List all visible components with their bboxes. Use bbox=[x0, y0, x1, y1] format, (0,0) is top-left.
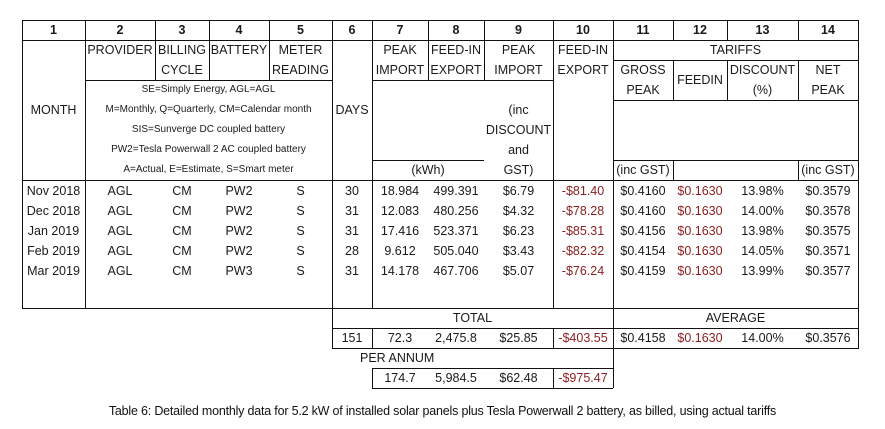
peak-import-kwh-header bbox=[372, 40, 428, 80]
cell-feedin-cost: -$78.28 bbox=[561, 203, 605, 218]
cell-month: Jan 2019 bbox=[27, 223, 80, 238]
provider-header: PROVIDER bbox=[87, 42, 153, 57]
grid-line bbox=[613, 100, 859, 101]
feedin-export-cost-header bbox=[553, 40, 613, 80]
cell-feedin-export: 505.040 bbox=[433, 243, 479, 258]
col-number: 10 bbox=[576, 22, 590, 37]
header-line: (inc bbox=[508, 103, 529, 117]
cell-meter: S bbox=[296, 263, 305, 278]
header-line: EXPORT bbox=[557, 63, 609, 77]
meter-reading-header bbox=[269, 40, 332, 80]
cell-peak-import: 17.416 bbox=[380, 223, 420, 238]
grid-line bbox=[372, 80, 553, 81]
billing-cycle-header bbox=[155, 40, 209, 80]
cell-meter: S bbox=[296, 243, 305, 258]
cell-feedin-tariff: $0.1630 bbox=[677, 183, 723, 198]
cell-meter: S bbox=[296, 183, 305, 198]
discount-header bbox=[727, 60, 798, 100]
cell-provider: AGL bbox=[107, 223, 133, 238]
per-annum-peak-cost: $62.48 bbox=[499, 370, 538, 385]
per-annum-feedin-export: 5,984.5 bbox=[435, 370, 477, 385]
cell-days: 28 bbox=[345, 243, 359, 258]
col-number: 7 bbox=[396, 22, 404, 37]
cell-net-peak: $0.3577 bbox=[805, 263, 851, 278]
cell-discount: 13.98% bbox=[741, 223, 784, 238]
cell-feedin-tariff: $0.1630 bbox=[677, 243, 723, 258]
col-number: 13 bbox=[755, 22, 770, 37]
total-peak-import: 72.3 bbox=[387, 330, 413, 345]
legend-line: SE=Simply Energy, AGL=AGL bbox=[141, 84, 276, 95]
header-line: IMPORT bbox=[375, 63, 425, 77]
average-net-peak: $0.3576 bbox=[805, 330, 851, 345]
col-number: 11 bbox=[636, 22, 650, 37]
cell-battery: PW2 bbox=[225, 203, 253, 218]
cell-net-peak: $0.3579 bbox=[805, 183, 851, 198]
feedin-tariff-header: FEEDIN bbox=[677, 72, 723, 87]
cell-provider: AGL bbox=[107, 263, 133, 278]
cell-meter: S bbox=[296, 203, 305, 218]
cell-peak-cost: $6.79 bbox=[502, 183, 535, 198]
cell-provider: AGL bbox=[107, 183, 133, 198]
inc-gst-net-label: (inc GST) bbox=[801, 162, 855, 177]
col-number: 5 bbox=[297, 22, 304, 37]
cell-gross-peak: $0.4156 bbox=[620, 223, 666, 238]
total-peak-cost: $25.85 bbox=[499, 330, 538, 345]
cell-peak-import: 18.984 bbox=[380, 183, 420, 198]
cell-discount: 14.05% bbox=[741, 243, 784, 258]
cell-feedin-export: 480.256 bbox=[433, 203, 479, 218]
header-line: BILLING bbox=[158, 43, 206, 57]
cell-days: 31 bbox=[345, 263, 359, 278]
cell-feedin-cost: -$85.31 bbox=[561, 223, 605, 238]
cell-peak-import: 9.612 bbox=[384, 243, 416, 258]
average-discount: 14.00% bbox=[741, 330, 784, 345]
total-feedin-cost: -$403.55 bbox=[558, 330, 608, 345]
col-number: 1 bbox=[50, 22, 57, 37]
header-line: GST) bbox=[503, 163, 534, 177]
table-caption: Table 6: Detailed monthly data for 5.2 kW of installed solar panels plus Tesla Powerwall 2 battery, as billed, using actual tariffs bbox=[108, 404, 777, 418]
header-line: PEAK bbox=[383, 43, 417, 57]
cell-feedin-cost: -$81.40 bbox=[561, 183, 605, 198]
cell-feedin-cost: -$76.24 bbox=[561, 263, 605, 278]
per-annum-label: PER ANNUM bbox=[360, 350, 435, 365]
cell-meter: S bbox=[296, 223, 305, 238]
cell-month: Dec 2018 bbox=[26, 203, 81, 218]
header-line: CYCLE bbox=[161, 63, 203, 77]
cell-provider: AGL bbox=[107, 243, 133, 258]
cell-days: 30 bbox=[345, 183, 359, 198]
cell-cycle: CM bbox=[172, 263, 192, 278]
col-number: 3 bbox=[178, 22, 186, 37]
per-annum-peak-import: 174.7 bbox=[384, 370, 416, 385]
average-feedin-tariff: $0.1630 bbox=[677, 330, 723, 345]
per-annum-feedin-cost: -$975.47 bbox=[558, 370, 608, 385]
net-peak-header bbox=[798, 60, 858, 100]
cell-battery: PW2 bbox=[225, 223, 253, 238]
cell-provider: AGL bbox=[107, 203, 133, 218]
col-number: 2 bbox=[116, 22, 124, 37]
col-number: 4 bbox=[235, 22, 243, 37]
feedin-export-kwh-header bbox=[428, 40, 484, 80]
cell-gross-peak: $0.4159 bbox=[620, 263, 666, 278]
peak-import-cost-header bbox=[484, 40, 553, 80]
col-number: 9 bbox=[515, 22, 522, 37]
cell-peak-import: 14.178 bbox=[380, 263, 420, 278]
grid-line bbox=[372, 388, 613, 389]
legend-line: M=Monthly, Q=Quarterly, CM=Calendar month bbox=[105, 104, 312, 115]
cell-peak-cost: $6.23 bbox=[502, 223, 535, 238]
kwh-unit-label: (kWh) bbox=[411, 162, 445, 177]
header-line: EXPORT bbox=[430, 63, 482, 77]
cell-month: Nov 2018 bbox=[26, 183, 81, 198]
header-line: DISCOUNT bbox=[485, 123, 552, 137]
col-number: 14 bbox=[821, 22, 835, 37]
header-line: DISCOUNT bbox=[729, 63, 796, 77]
header-line: PEAK bbox=[501, 43, 536, 57]
legend-line: SIS=Sunverge DC coupled battery bbox=[131, 124, 286, 135]
total-days: 151 bbox=[341, 330, 363, 345]
legend-block bbox=[85, 80, 332, 180]
cell-net-peak: $0.3575 bbox=[805, 223, 851, 238]
col-number: 6 bbox=[348, 22, 356, 37]
cell-feedin-export: 467.706 bbox=[433, 263, 479, 278]
header-line: IMPORT bbox=[494, 63, 543, 77]
cell-feedin-cost: -$82.32 bbox=[561, 243, 605, 258]
cell-cycle: CM bbox=[172, 203, 192, 218]
cell-discount: 13.99% bbox=[741, 263, 784, 278]
header-line: (%) bbox=[752, 83, 773, 97]
grid-line bbox=[673, 160, 674, 180]
cell-peak-cost: $3.43 bbox=[502, 243, 535, 258]
header-line: METER bbox=[278, 43, 323, 57]
cell-cycle: CM bbox=[172, 243, 192, 258]
gross-peak-header bbox=[613, 60, 673, 100]
average-label: AVERAGE bbox=[705, 310, 766, 325]
legend-line: PW2=Tesla Powerwall 2 AC coupled battery bbox=[111, 144, 306, 155]
cell-discount: 13.98% bbox=[741, 183, 784, 198]
cell-feedin-tariff: $0.1630 bbox=[677, 223, 723, 238]
cell-gross-peak: $0.4154 bbox=[620, 243, 666, 258]
cell-month: Mar 2019 bbox=[27, 263, 80, 278]
grid-line bbox=[858, 20, 859, 349]
cell-net-peak: $0.3578 bbox=[805, 203, 851, 218]
cell-cycle: CM bbox=[172, 223, 192, 238]
cell-battery: PW2 bbox=[225, 243, 253, 258]
cell-gross-peak: $0.4160 bbox=[620, 203, 666, 218]
header-line: PEAK bbox=[626, 83, 660, 97]
tariffs-header: TARIFFS bbox=[709, 42, 762, 57]
cell-peak-cost: $4.32 bbox=[502, 203, 535, 218]
total-label: TOTAL bbox=[452, 310, 493, 325]
cell-days: 31 bbox=[345, 203, 359, 218]
days-header: DAYS bbox=[335, 102, 369, 117]
col-number: 8 bbox=[452, 22, 460, 37]
header-line: FEED-IN bbox=[558, 43, 608, 57]
cell-days: 31 bbox=[345, 223, 359, 238]
legend-line: A=Actual, E=Estimate, S=Smart meter bbox=[123, 164, 294, 175]
cell-discount: 14.00% bbox=[741, 203, 784, 218]
cell-net-peak: $0.3571 bbox=[805, 243, 851, 258]
cell-peak-import: 12.083 bbox=[380, 203, 420, 218]
cell-peak-cost: $5.07 bbox=[502, 263, 535, 278]
col-number: 12 bbox=[693, 22, 707, 37]
cell-battery: PW3 bbox=[225, 263, 253, 278]
cell-feedin-tariff: $0.1630 bbox=[677, 203, 723, 218]
header-line: PEAK bbox=[811, 83, 845, 97]
battery-header: BATTERY bbox=[210, 42, 268, 57]
header-line: READING bbox=[272, 63, 329, 77]
cost-note bbox=[484, 100, 553, 180]
header-line: FEED-IN bbox=[431, 43, 481, 57]
cell-feedin-export: 523.371 bbox=[433, 223, 479, 238]
average-gross-peak: $0.4158 bbox=[620, 330, 666, 345]
cell-feedin-tariff: $0.1630 bbox=[677, 263, 723, 278]
cell-cycle: CM bbox=[172, 183, 192, 198]
header-line: GROSS bbox=[620, 63, 666, 77]
cell-gross-peak: $0.4160 bbox=[620, 183, 666, 198]
cell-feedin-export: 499.391 bbox=[433, 183, 479, 198]
header-line: NET bbox=[815, 63, 841, 77]
inc-gst-gross-label: (inc GST) bbox=[616, 162, 670, 177]
month-header: MONTH bbox=[30, 102, 77, 117]
cell-month: Feb 2019 bbox=[27, 243, 80, 258]
header-line: and bbox=[508, 143, 529, 157]
total-feedin-export: 2,475.8 bbox=[435, 330, 477, 345]
cell-battery: PW2 bbox=[225, 183, 253, 198]
